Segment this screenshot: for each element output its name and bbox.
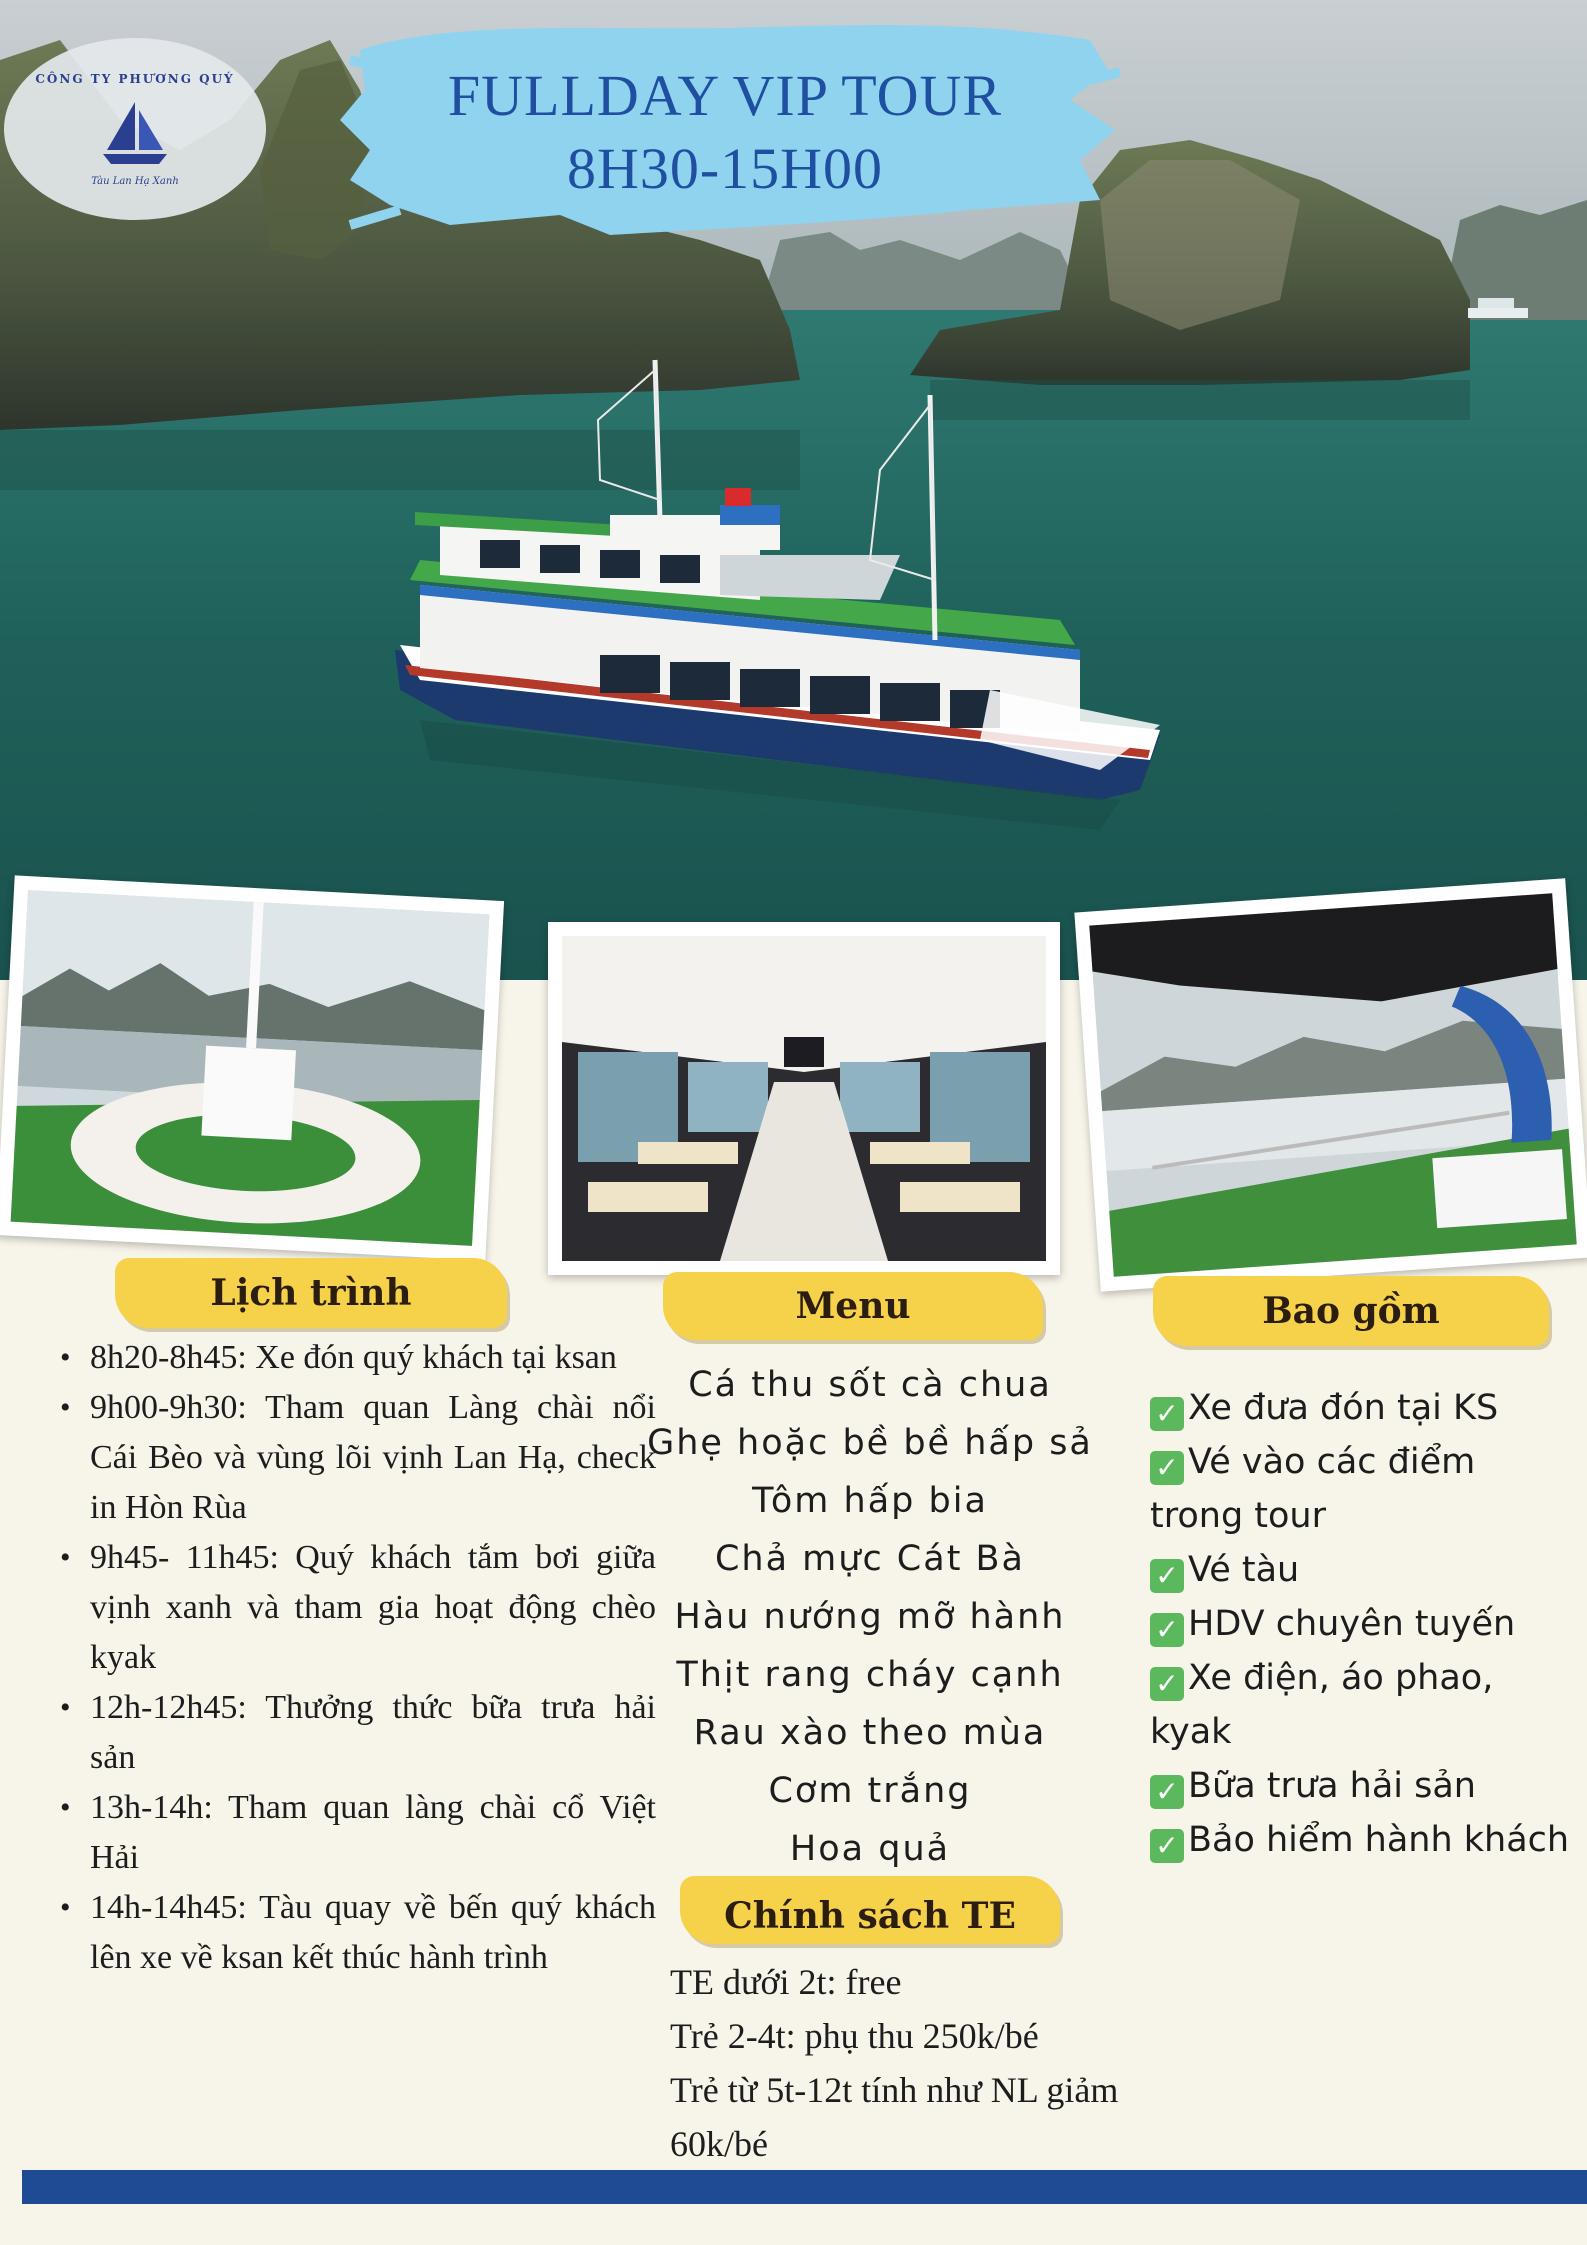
includes-item: ✓ Bảo hiểm hành khách bbox=[1150, 1813, 1570, 1867]
upper-deck-photo bbox=[1074, 878, 1587, 1291]
tour-hours: 8H30-15H00 bbox=[566, 136, 884, 201]
menu-item: Tôm hấp bia bbox=[752, 1481, 988, 1521]
child-policy-list bbox=[670, 1955, 1130, 2171]
check-mark-icon: ✓ bbox=[1150, 1667, 1184, 1701]
tour-title: FULLDAY VIP TOUR bbox=[447, 63, 1003, 128]
menu-item: Chả mực Cát Bà bbox=[714, 1539, 1026, 1579]
policy-item: Trẻ từ 5t-12t tính như NL giảm 60k/bé bbox=[670, 2070, 1119, 2164]
includes-item: ✓ Bữa trưa hải sản bbox=[1150, 1759, 1570, 1813]
child-policy-label: Chính sách TE bbox=[680, 1876, 1060, 1944]
schedule-item: • 9h00-9h30: Tham quan Làng chài nổi Cái Bèo và vùng lõi vịnh Lan Hạ, check in Hòn Rùa bbox=[90, 1383, 656, 1533]
schedule-item: • 13h-14h: Tham quan làng chài cổ Việt Hải bbox=[90, 1783, 656, 1883]
includes-label: Bao gồm bbox=[1153, 1276, 1549, 1346]
menu-list bbox=[630, 1356, 1110, 1878]
check-mark-icon: ✓ bbox=[1150, 1451, 1184, 1485]
menu-item: Thịt rang cháy cạnh bbox=[676, 1655, 1064, 1695]
title-banner bbox=[330, 10, 1120, 250]
policy-item: Trẻ 2-4t: phụ thu 250k/bé bbox=[670, 2016, 1039, 2056]
includes-item: ✓ Xe đưa đón tại KS bbox=[1150, 1381, 1570, 1435]
menu-label: Menu bbox=[663, 1272, 1043, 1340]
schedule-list bbox=[58, 1333, 656, 1983]
check-mark-icon: ✓ bbox=[1150, 1397, 1184, 1431]
includes-item: ✓ Xe điện, áo phao, kyak bbox=[1150, 1658, 1494, 1752]
includes-list bbox=[1150, 1381, 1570, 1867]
schedule-item: • 14h-14h45: Tàu quay về bến quý khách lên xe về ksan kết thúc hành trình bbox=[90, 1883, 656, 1983]
menu-item: Ghẹ hoặc bề bề hấp sả bbox=[647, 1423, 1093, 1463]
schedule-item: • 8h20-8h45: Xe đón quý khách tại ksan bbox=[90, 1333, 656, 1383]
sailboat-icon bbox=[99, 98, 171, 170]
schedule-item: • 9h45- 11h45: Quý khách tắm bơi giữa vịnh xanh và tham gia hoạt động chèo kyak bbox=[90, 1533, 656, 1683]
company-logo bbox=[4, 38, 266, 220]
dining-hall-photo bbox=[548, 922, 1060, 1275]
includes-item: ✓ Vé tàu bbox=[1150, 1543, 1570, 1597]
brush-stroke-background bbox=[330, 10, 1120, 250]
policy-item: TE dưới 2t: free bbox=[670, 1962, 902, 2002]
check-mark-icon: ✓ bbox=[1150, 1775, 1184, 1809]
check-mark-icon: ✓ bbox=[1150, 1613, 1184, 1647]
menu-item: Rau xào theo mùa bbox=[693, 1713, 1047, 1753]
includes-item: ✓ Vé vào các điểm trong tour bbox=[1150, 1442, 1476, 1536]
menu-item: Hàu nướng mỡ hành bbox=[674, 1597, 1066, 1637]
hero-bay-photo bbox=[0, 0, 1587, 980]
check-mark-icon: ✓ bbox=[1150, 1829, 1184, 1863]
logo-subtitle: Tàu Lan Hạ Xanh bbox=[91, 176, 179, 187]
includes-item: ✓ HDV chuyên tuyến bbox=[1150, 1597, 1570, 1651]
footer-bar bbox=[22, 2170, 1587, 2204]
check-mark-icon: ✓ bbox=[1150, 1559, 1184, 1593]
logo-company-name: CÔNG TY PHƯƠNG QUÝ bbox=[35, 72, 235, 86]
menu-item: Cơm trắng bbox=[768, 1771, 972, 1811]
boat-deck-lounge-photo bbox=[0, 875, 504, 1260]
menu-item: Cá thu sốt cà chua bbox=[688, 1365, 1052, 1405]
schedule-item: • 12h-12h45: Thưởng thức bữa trưa hải sản bbox=[90, 1683, 656, 1783]
schedule-label: Lịch trình bbox=[115, 1258, 507, 1328]
menu-item: Hoa quả bbox=[789, 1829, 951, 1869]
